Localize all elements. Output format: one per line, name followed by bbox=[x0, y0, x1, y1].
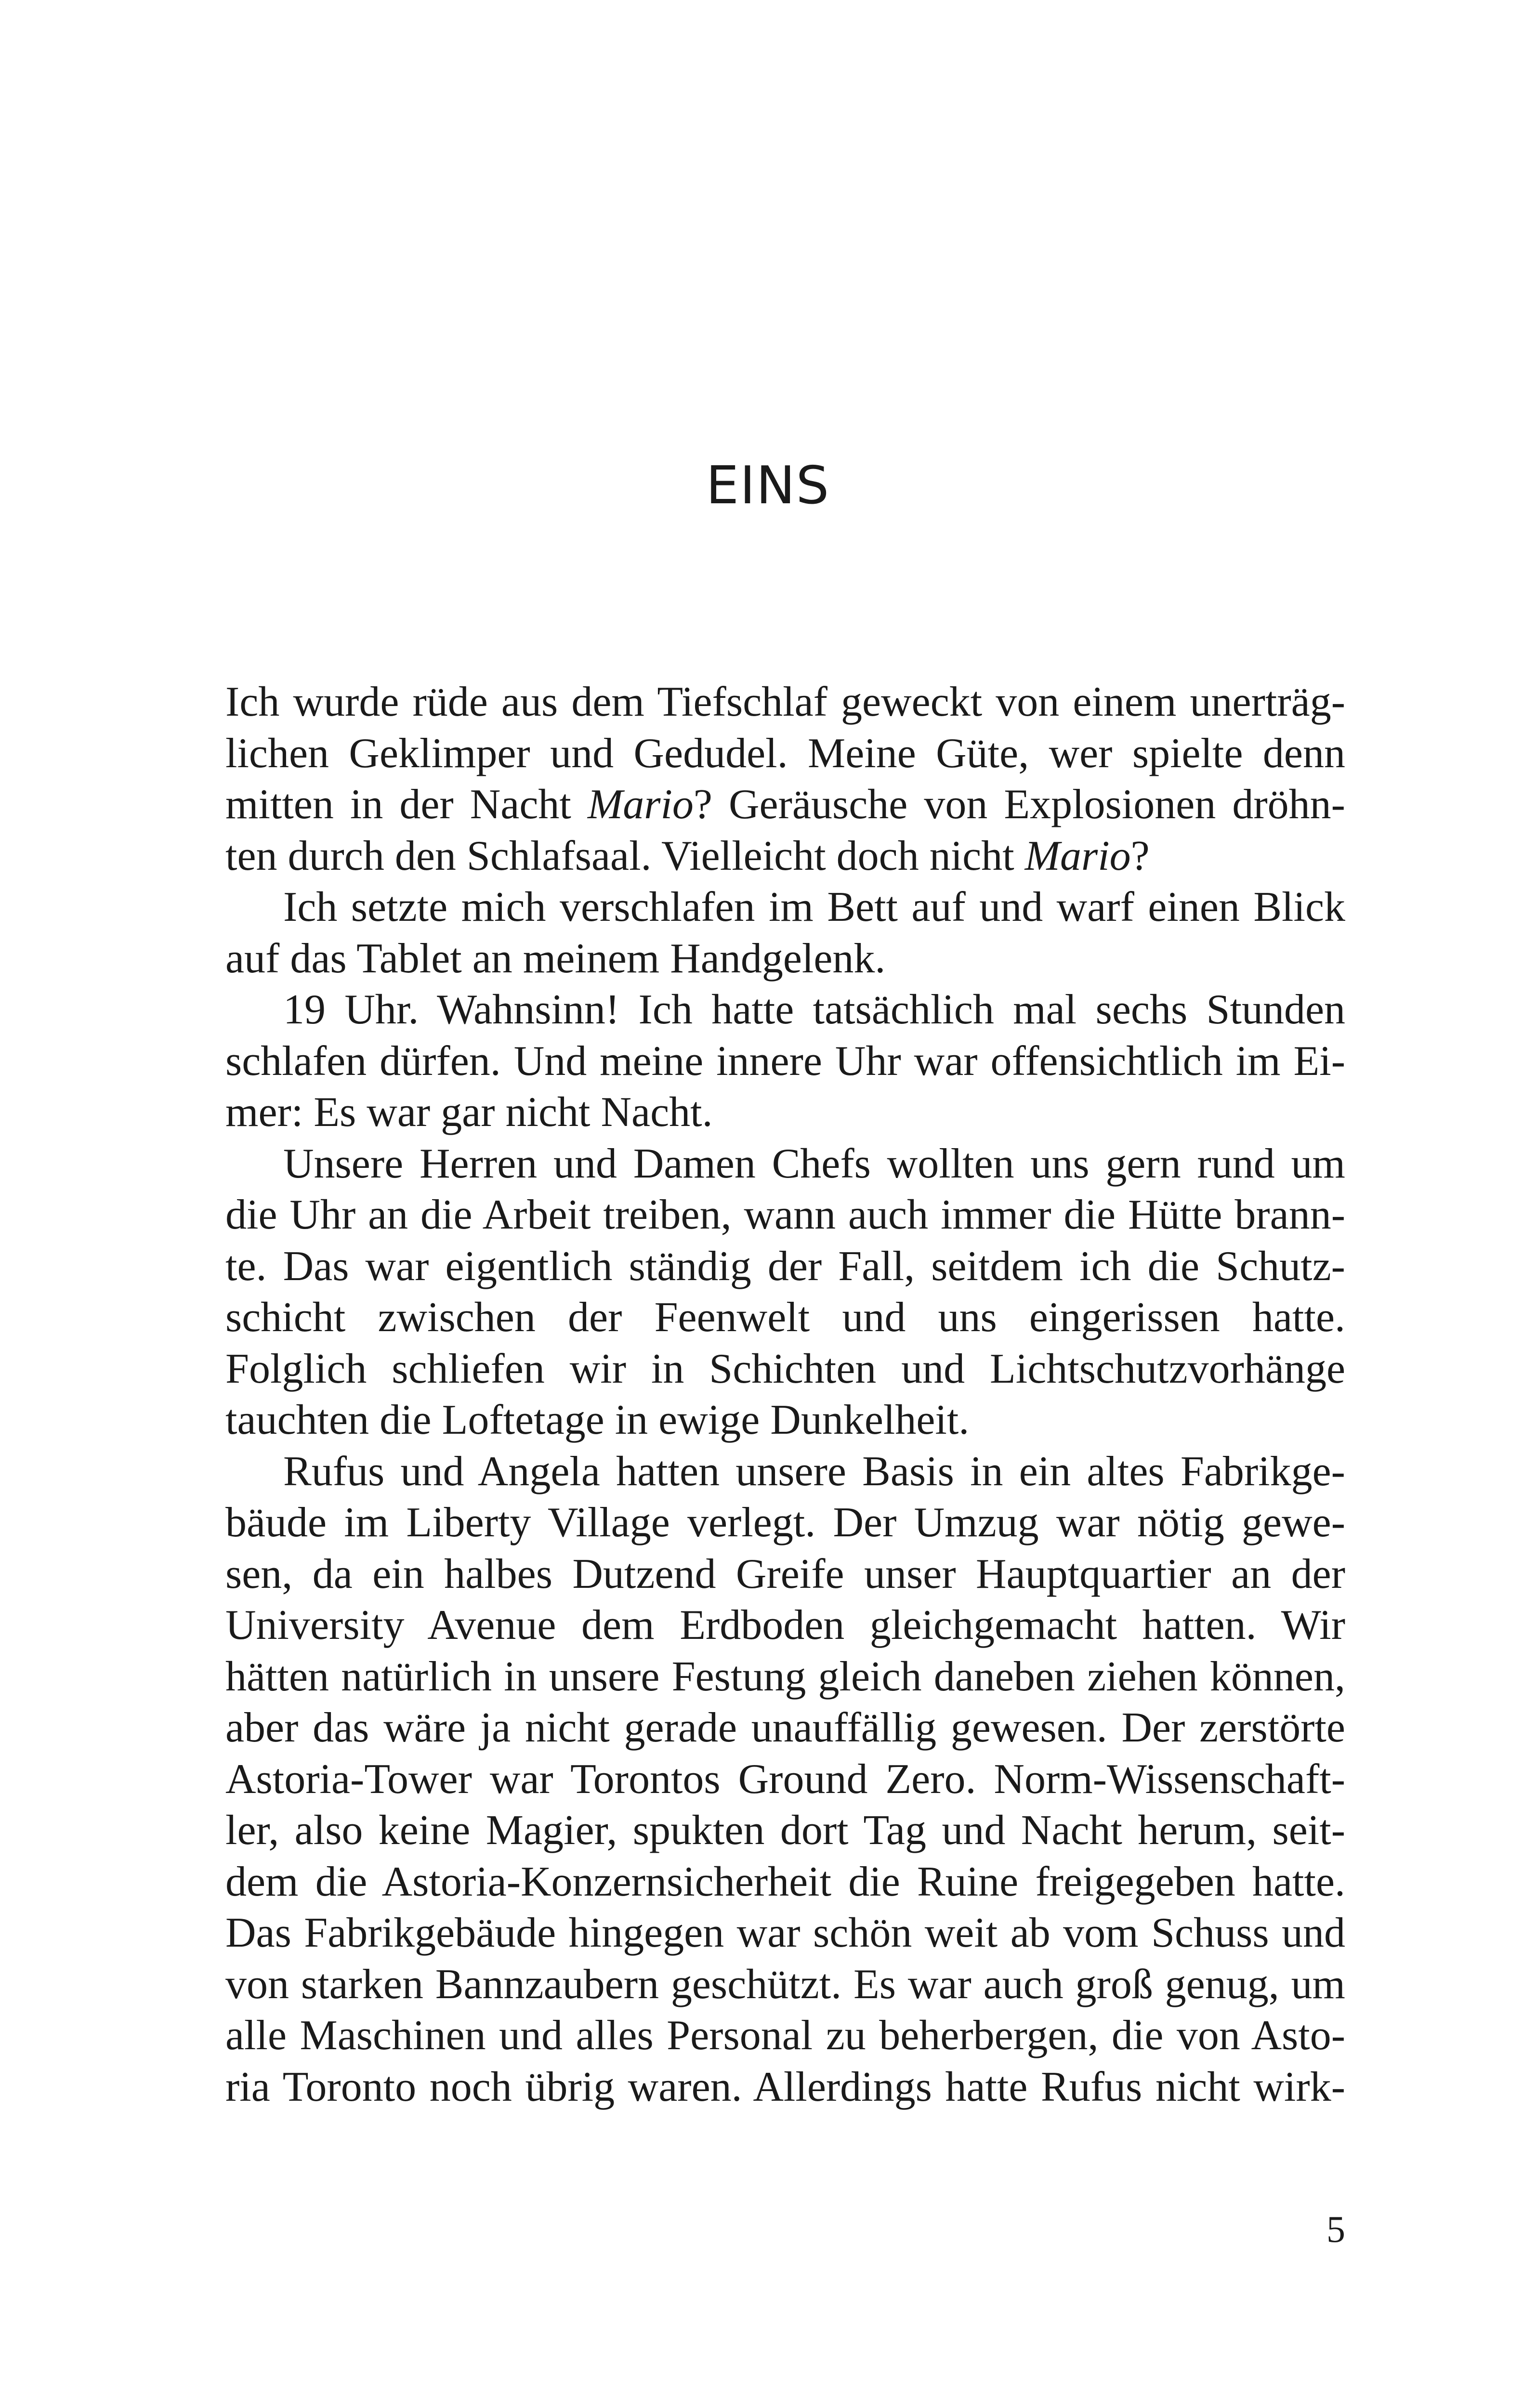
text-line: ler, also keine Magier, spukten dort Tag und Nacht herum, seit- bbox=[225, 1807, 1345, 1854]
text-line: mitten in der Nacht Mario? Geräusche von Explosionen dröhn- bbox=[225, 781, 1345, 828]
text-line: schlafen dürfen. Und meine innere Uhr war offensichtlich im Ei- bbox=[225, 1037, 1345, 1085]
body-text bbox=[225, 677, 1345, 2113]
text-line: sen, da ein halbes Dutzend Greife unser Hauptquartier an der bbox=[225, 1550, 1345, 1597]
text-line: 19 Uhr. Wahnsinn! Ich hatte tatsächlich mal sechs Stunden bbox=[283, 986, 1345, 1033]
text-line: aber das wäre ja nicht gerade unauffällig gewesen. Der zerstörte bbox=[225, 1704, 1345, 1751]
text-line: te. Das war eigentlich ständig der Fall, seitdem ich die Schutz- bbox=[225, 1243, 1345, 1290]
chapter-title: EINS bbox=[706, 456, 830, 516]
text-line: lichen Geklimper und Gedudel. Meine Güte, wer spielte denn bbox=[225, 730, 1345, 777]
text-line: University Avenue dem Erdboden gleichgemacht hatten. Wir bbox=[225, 1602, 1345, 1649]
text-line: von starken Bannzaubern geschützt. Es war auch groß genug, um bbox=[225, 1961, 1345, 2008]
text-line: Ich setzte mich verschlafen im Bett auf und warf einen Blick bbox=[283, 884, 1345, 930]
text-line: Das Fabrikgebäude hingegen war schön weit ab vom Schuss und bbox=[225, 1910, 1345, 1956]
text-line: mer: Es war gar nicht Nacht. bbox=[225, 1089, 713, 1136]
text-line: Unsere Herren und Damen Chefs wollten uns gern rund um bbox=[283, 1140, 1345, 1187]
text-line: tauchten die Loftetage in ewige Dunkelheit. bbox=[225, 1397, 970, 1443]
text-line: Astoria-Tower war Torontos Ground Zero. Norm-Wissenschaft- bbox=[225, 1755, 1345, 1803]
text-line: Folglich schliefen wir in Schichten und Lichtschutzvorhänge bbox=[225, 1345, 1345, 1392]
text-line: die Uhr an die Arbeit treiben, wann auch immer die Hütte brann- bbox=[225, 1191, 1345, 1238]
text-line: bäude im Liberty Village verlegt. Der Umzug war nötig gewe- bbox=[225, 1499, 1345, 1546]
text-line: ria Toronto noch übrig waren. Allerdings hatte Rufus nicht wirk- bbox=[225, 2063, 1345, 2110]
text-line: schicht zwischen der Feenwelt und uns eingerissen hatte. bbox=[225, 1294, 1345, 1341]
text-line: ten durch den Schlafsaal. Vielleicht doch nicht Mario? bbox=[225, 832, 1150, 879]
text-line: dem die Astoria-Konzernsicherheit die Ruine freigegeben hatte. bbox=[225, 1858, 1345, 1905]
page-number: 5 bbox=[1326, 2208, 1345, 2250]
text-line: alle Maschinen und alles Personal zu beherbergen, die von Asto- bbox=[225, 2012, 1345, 2059]
text-line: auf das Tablet an meinem Handgelenk. bbox=[225, 935, 886, 982]
text-line: Ich wurde rüde aus dem Tiefschlaf geweckt von einem unerträg- bbox=[225, 679, 1345, 725]
text-line: Rufus und Angela hatten unsere Basis in ein altes Fabrikge- bbox=[283, 1448, 1345, 1495]
text-line: hätten natürlich in unsere Festung gleich daneben ziehen können, bbox=[225, 1653, 1345, 1700]
